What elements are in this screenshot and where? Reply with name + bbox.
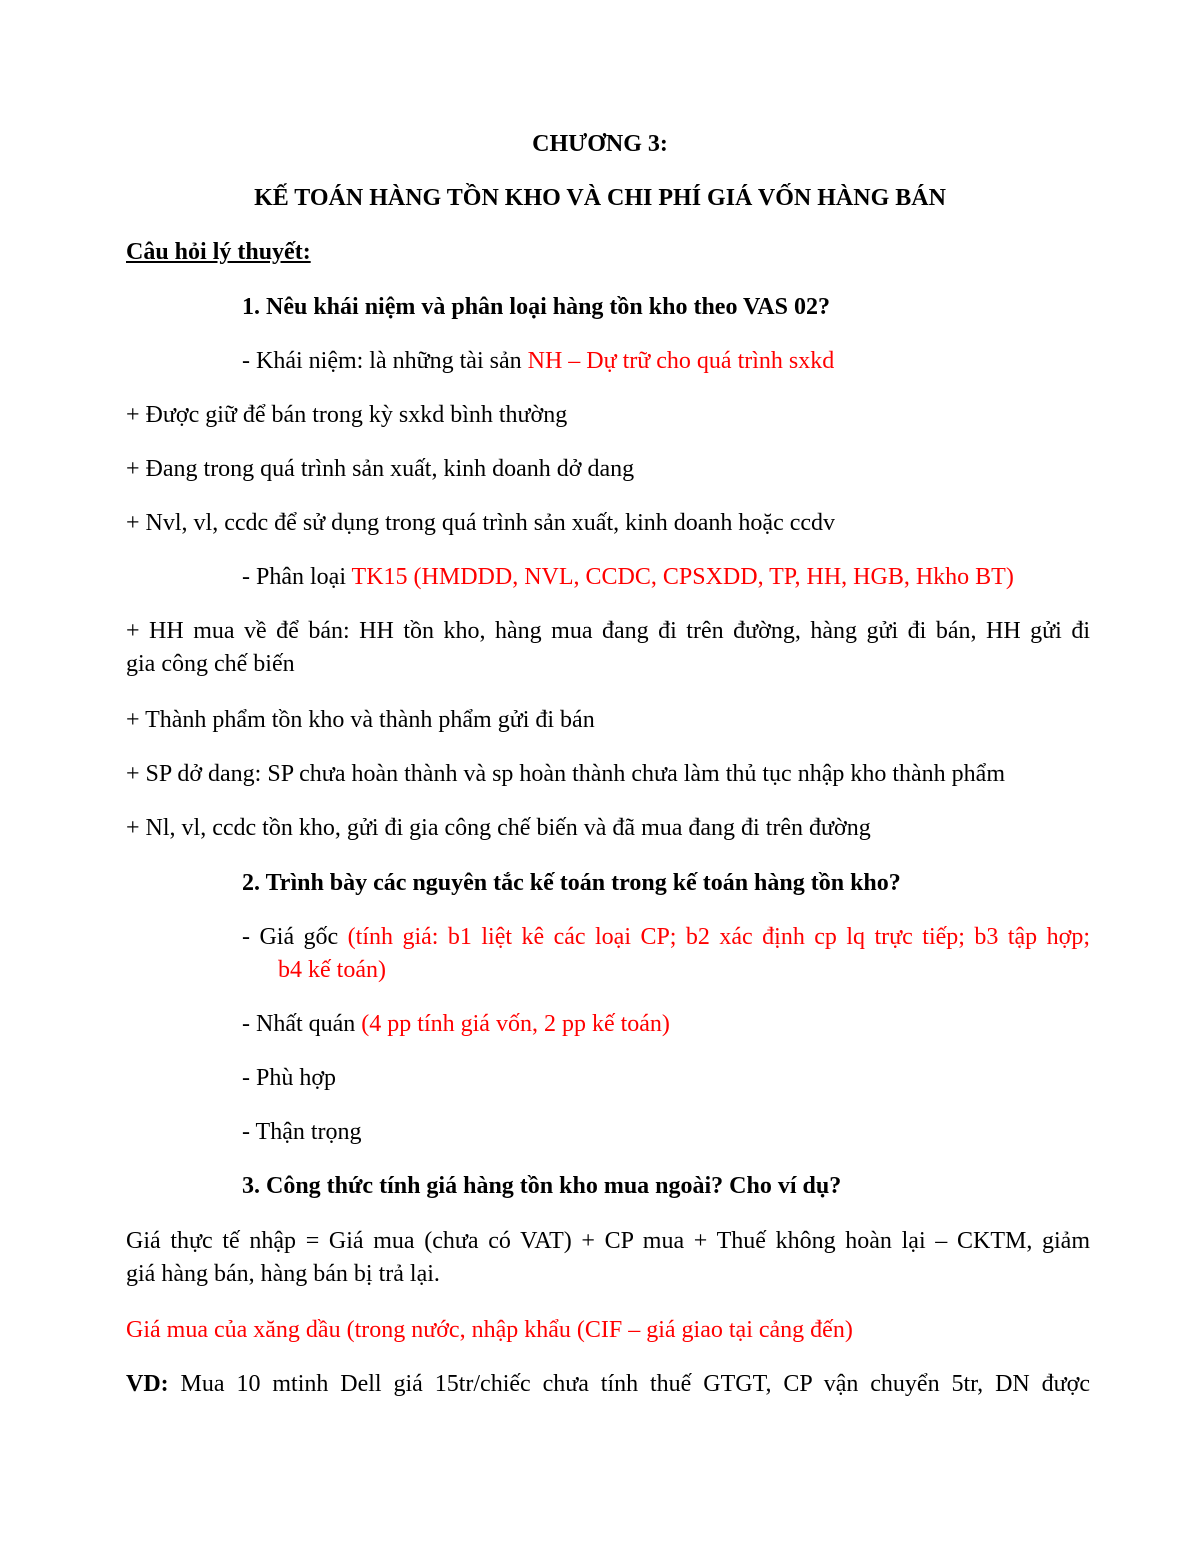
q1-class-item-3: + SP dở dang: SP chưa hoàn thành và sp hoàn thành chưa làm thủ tục nhập kho thành phẩm — [126, 761, 1005, 787]
q1-item-3: + Nvl, vl, ccdc để sử dụng trong quá trình sản xuất, kinh doanh hoặc ccdv — [126, 510, 836, 536]
q1-class-item-1-cont: gia công chế biến — [126, 651, 295, 677]
q2-principle-4: - Thận trọng — [242, 1119, 362, 1145]
q3-example — [126, 1368, 1090, 1401]
q3-formula-cont: giá hàng bán, hàng bán bị trả lại. — [126, 1261, 440, 1287]
q1-class-item-1: + HH mua về để bán: HH tồn kho, hàng mua đang đi trên đường, hàng gửi đi bán, HH gửi đi — [126, 618, 1090, 644]
q2-p2-highlight: (4 pp tính giá vốn, 2 pp kế toán) — [361, 1011, 670, 1037]
q2-p1-highlight: (tính giá: b1 liệt kê các loại CP; b2 xác định cp lq trực tiếp; b3 tập hợp; — [347, 924, 1090, 950]
section-heading: Câu hỏi lý thuyết: — [126, 239, 311, 265]
q1-concept — [242, 345, 1090, 378]
q2-principle-3: - Phù hợp — [242, 1065, 337, 1091]
q1-item-1: + Được giữ để bán trong kỳ sxkd bình thường — [126, 402, 568, 428]
chapter-title: KẾ TOÁN HÀNG TỒN KHO VÀ CHI PHÍ GIÁ VỐN HÀNG BÁN — [254, 185, 946, 211]
q1-classification — [242, 561, 1090, 594]
q2-p1-label: - Giá gốc — [242, 924, 348, 950]
question-2: 2. Trình bày các nguyên tắc kế toán trong kế toán hàng tồn kho? — [242, 870, 901, 896]
q3-example-text: Mua 10 mtinh Dell giá 15tr/chiếc chưa tính thuế GTGT, CP vận chuyển 5tr, DN được — [168, 1371, 1090, 1397]
q3-formula: Giá thực tế nhập = Giá mua (chưa có VAT) + CP mua + Thuế không hoàn lại – CKTM, giảm — [126, 1228, 1090, 1254]
q1-class-item-2: + Thành phẩm tồn kho và thành phẩm gửi đi bán — [126, 707, 595, 733]
q1-class-item-4: + Nl, vl, ccdc tồn kho, gửi đi gia công chế biến và đã mua đang đi trên đường — [126, 815, 871, 841]
q1-class-highlight: TK15 (HMDDD, NVL, CCDC, CPSXDD, TP, HH, HGB, Hkho BT) — [351, 564, 1014, 590]
chapter-heading: CHƯƠNG 3: — [532, 131, 668, 157]
q2-p2-label: - Nhất quán — [242, 1011, 362, 1037]
q2-p1-highlight-cont: b4 kế toán) — [278, 957, 386, 983]
question-1: 1. Nêu khái niệm và phân loại hàng tồn kho theo VAS 02? — [242, 294, 830, 320]
q2-principle-1 — [242, 921, 1090, 954]
q3-note-highlight: Giá mua của xăng dầu (trong nước, nhập khẩu (CIF – giá giao tại cảng đến) — [126, 1317, 853, 1343]
q1-concept-highlight: NH – Dự trữ cho quá trình sxkd — [527, 348, 835, 374]
q2-principle-2 — [242, 1008, 1090, 1041]
q1-class-label: - Phân loại — [242, 564, 352, 590]
q1-item-2: + Đang trong quá trình sản xuất, kinh doanh dở dang — [126, 456, 635, 482]
q3-example-label: VD: — [126, 1371, 169, 1397]
question-3: 3. Công thức tính giá hàng tồn kho mua ngoài? Cho ví dụ? — [242, 1173, 842, 1199]
q1-concept-label: - Khái niệm: là những tài sản — [242, 348, 528, 374]
